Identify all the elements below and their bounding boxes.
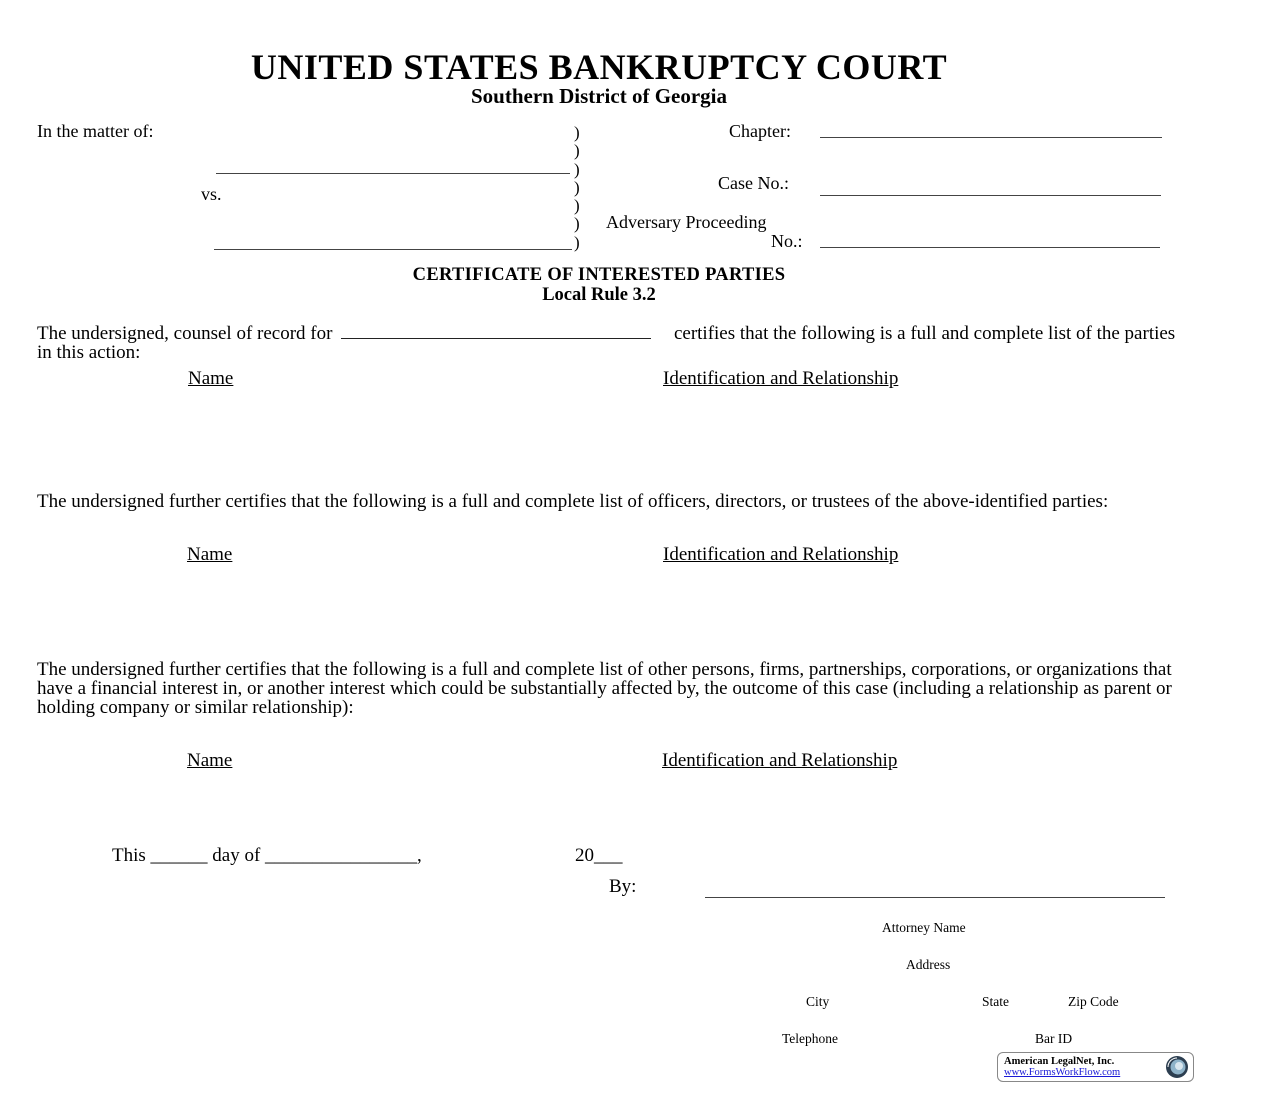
debtor-name-field[interactable] (216, 173, 570, 174)
caption-paren: ) (574, 160, 580, 179)
chapter-field[interactable] (820, 137, 1162, 138)
section-1-text-before: The undersigned, counsel of record for (37, 323, 333, 344)
section-2-paragraph: The undersigned further certifies that the following is a full and complete list of officers, directors, or trustees of the above-identified parties: (37, 491, 1109, 512)
year-field[interactable]: ___ (594, 845, 623, 866)
caption-paren: ) (574, 214, 580, 233)
section-3-paragraph: The undersigned further certifies that the following is a full and complete list of other persons, firms, partnerships, corporations, or organizations that have a financial interest in, or another interest which could be substantially affected by, the outcome of this case (including a relationship as parent or holding company or similar relationship): (37, 659, 1172, 718)
court-title: UNITED STATES BANKRUPTCY COURT (250, 47, 948, 87)
local-rule: Local Rule 3.2 (542, 285, 656, 305)
day-field[interactable]: ______ (150, 845, 208, 866)
bar-id-label: Bar ID (1035, 1031, 1073, 1046)
section-2-name-header: Name (187, 544, 233, 565)
opposing-party-field[interactable] (214, 249, 572, 250)
logo-url-link[interactable]: www.FormsWorkFlow.com (1004, 1067, 1121, 1078)
case-no-label: Case No.: (718, 173, 789, 193)
section-3-id-header: Identification and Relationship (662, 750, 898, 771)
adversary-no-field[interactable] (820, 247, 1160, 248)
month-field[interactable]: ________________, (265, 845, 422, 866)
globe-logo-icon (1165, 1055, 1189, 1079)
chapter-label: Chapter: (729, 121, 791, 141)
zip-code-label: Zip Code (1068, 994, 1119, 1009)
this-label: This (112, 845, 146, 866)
adversary-no-label: No.: (771, 231, 803, 251)
city-label: City (806, 994, 830, 1009)
section-3-name-header: Name (187, 750, 233, 771)
day-of-label: day of (212, 845, 261, 866)
signature-field[interactable] (705, 897, 1165, 898)
year-line (575, 845, 623, 867)
district-subtitle: Southern District of Georgia (470, 84, 728, 108)
address-label: Address (906, 957, 951, 972)
caption-paren: ) (574, 141, 580, 160)
logo-company: American LegalNet, Inc. (1004, 1056, 1115, 1067)
section-1-paragraph (37, 324, 1177, 362)
american-legalnet-logo (997, 1052, 1194, 1082)
section-1-id-header: Identification and Relationship (663, 368, 899, 389)
telephone-label: Telephone (782, 1031, 839, 1046)
attorney-name-label: Attorney Name (882, 920, 966, 935)
case-no-field[interactable] (820, 195, 1161, 196)
state-label: State (982, 994, 1009, 1009)
section-1-text-after: certifies that the following is a full and complete list of the parties in this action: (37, 323, 1176, 363)
section-2-id-header: Identification and Relationship (663, 544, 899, 565)
caption-paren: ) (574, 196, 580, 215)
certificate-title: CERTIFICATE OF INTERESTED PARTIES (412, 265, 786, 285)
section-1-name-header: Name (188, 368, 234, 389)
by-label: By: (609, 876, 637, 897)
date-line (112, 845, 422, 867)
adversary-proceeding-label: Adversary Proceeding (606, 212, 767, 232)
year-prefix: 20 (575, 845, 594, 866)
in-the-matter-of-label: In the matter of: (37, 121, 154, 141)
counsel-for-field[interactable] (341, 324, 651, 339)
caption-paren: ) (574, 178, 580, 197)
caption-paren: ) (574, 233, 580, 252)
caption-paren: ) (574, 123, 580, 142)
vs-label: vs. (201, 184, 222, 204)
